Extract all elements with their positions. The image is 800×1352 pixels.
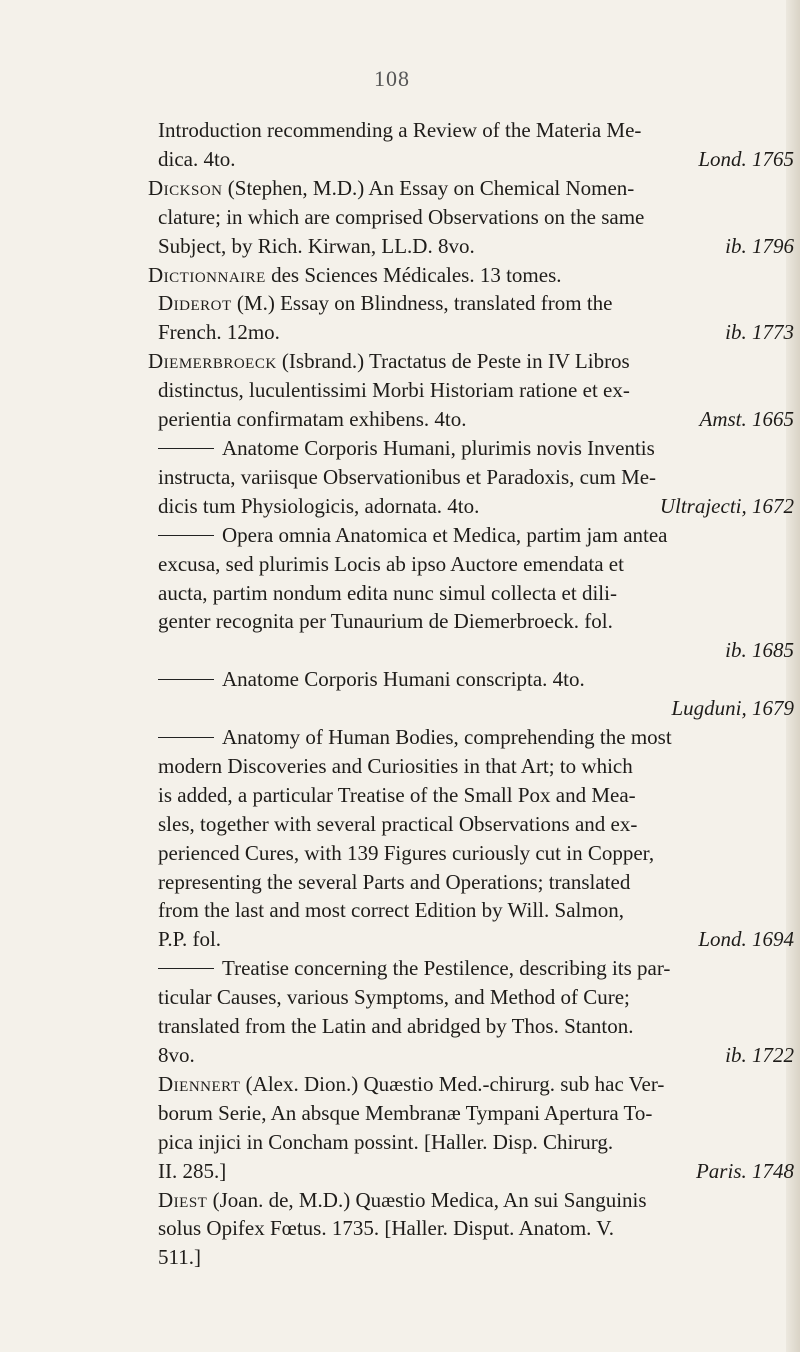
entry-line: distinctus, luculentissimi Morbi Historiam ratione et ex- — [158, 378, 630, 403]
entry-diennert — [148, 1070, 794, 1186]
entry-line: translated from the Latin and abridged by Thos. Stanton. — [158, 1014, 634, 1039]
ditto-dash — [158, 448, 214, 449]
entry-line: Opera omnia Anatomica et Medica, partim jam antea — [222, 522, 668, 547]
entry-line: instructa, variisque Observationibus et Paradoxis, cum Me- — [158, 464, 657, 489]
entry-line: sles, together with several practical Observations and ex- — [158, 811, 638, 836]
entry-heading: Dictionnaire — [148, 262, 266, 287]
entry-line: borum Serie, An absque Membranæ Tympani Apertura To- — [158, 1100, 653, 1125]
entry-line: Anatome Corporis Humani conscripta. 4to. — [222, 667, 585, 692]
entry-diemerbroeck-conscripta — [148, 665, 794, 723]
entry-line: (M.) Essay on Blindness, translated from the — [231, 291, 613, 316]
entry-line: (Alex. Dion.) Quæstio Med.-chirurg. sub hac Ver- — [240, 1071, 665, 1096]
entry-line: pica injici in Concham possint. [Haller. Disp. Chirurg. — [158, 1129, 614, 1154]
entry-line: ticular Causes, various Symptoms, and Method of Cure; — [158, 985, 630, 1010]
entry-line: (Isbrand.) Tractatus de Peste in IV Libros — [276, 349, 630, 374]
entry-line: Introduction recommending a Review of the Materia Me- — [158, 118, 642, 142]
catalogue-entries — [148, 116, 794, 1272]
entry-imprint: Lond. 1765 — [698, 146, 794, 171]
entry-line: clature; in which are comprised Observations on the same — [158, 204, 645, 229]
entry-imprint: Paris. 1748 — [695, 1158, 794, 1183]
entry-heading: Diemerbroeck — [148, 349, 277, 374]
entry-line: is added, a particular Treatise of the Small Pox and Mea- — [158, 782, 636, 807]
entry-diest — [148, 1186, 794, 1273]
entry-imprint: ib. 1796 — [725, 233, 794, 258]
ditto-dash — [158, 737, 214, 738]
entry-line: French. 12mo. — [158, 320, 280, 345]
entry-line: II. 285.] — [158, 1158, 227, 1183]
entry-line: dicis tum Physiologicis, adornata. 4to. — [158, 493, 480, 518]
page-number: 108 — [374, 66, 410, 91]
entry-line: excusa, sed plurimis Locis ab ipso Auctore emendata et — [158, 551, 624, 576]
ditto-dash — [158, 679, 214, 680]
entry-line: from the last and most correct Edition by Will. Salmon, — [158, 898, 624, 923]
entry-line: representing the several Parts and Operations; translated — [158, 869, 631, 894]
entry-heading: Dickson — [148, 175, 223, 200]
entry-line: 8vo. — [158, 1043, 195, 1067]
entry-line: (Joan. de, M.D.) Quæstio Medica, An sui Sanguinis — [207, 1187, 647, 1212]
entry-diemerbroeck-treatise — [148, 954, 794, 1070]
entry-diderot — [148, 289, 794, 347]
entry-imprint: ib. 1722 — [725, 1043, 794, 1067]
entry-line: aucta, partim nondum edita nunc simul collecta et dili- — [158, 580, 617, 605]
entry-line: solus Opifex Fœtus. 1735. [Haller. Disput. Anatom. V. — [158, 1216, 614, 1241]
entry-imprint: Amst. 1665 — [699, 407, 794, 432]
entry-line: modern Discoveries and Curiosities in that Art; to which — [158, 753, 633, 778]
entry-diemerbroeck-opera — [148, 521, 794, 666]
entry-diemerbroeck-tractatus — [148, 347, 794, 434]
entry-line: Treatise concerning the Pestilence, describing its par- — [222, 956, 671, 981]
entry-line: perienced Cures, with 139 Figures curiously cut in Copper, — [158, 840, 655, 865]
entry-imprint: Ultrajecti, 1672 — [659, 493, 794, 518]
entry-imprint: Lugduni, 1679 — [671, 696, 794, 721]
entry-diemerbroeck-anatomy — [148, 723, 794, 954]
entry-heading: Diest — [158, 1187, 208, 1212]
entry-line: Subject, by Rich. Kirwan, LL.D. 8vo. — [158, 233, 475, 258]
entry-line: Anatome Corporis Humani, plurimis novis Inventis — [222, 435, 655, 460]
entry-introduction — [148, 116, 794, 174]
entry-imprint: ib. 1685 — [725, 638, 794, 663]
entry-line: P.P. fol. — [158, 927, 222, 952]
ditto-dash — [158, 535, 214, 536]
entry-heading: Diennert — [158, 1071, 241, 1096]
entry-line: 511.] — [158, 1245, 201, 1270]
entry-line: dica. 4to. — [158, 146, 236, 171]
ditto-dash — [158, 968, 214, 969]
entry-line: (Stephen, M.D.) An Essay on Chemical Nomen- — [222, 175, 635, 200]
entry-line: des Sciences Médicales. 13 tomes. — [265, 262, 562, 287]
entry-line: genter recognita per Tunaurium de Diemerbroeck. fol. — [158, 609, 613, 634]
entry-imprint: ib. 1773 — [725, 320, 794, 345]
entry-dictionnaire — [148, 261, 794, 290]
entry-imprint: Lond. 1694 — [698, 927, 794, 952]
entry-diemerbroeck-anatome — [148, 434, 794, 521]
entry-line: perientia confirmatam exhibens. 4to. — [158, 407, 467, 432]
entry-line: Anatomy of Human Bodies, comprehending the most — [222, 725, 672, 750]
entry-dickson — [148, 174, 794, 261]
entry-heading: Diderot — [158, 291, 232, 316]
